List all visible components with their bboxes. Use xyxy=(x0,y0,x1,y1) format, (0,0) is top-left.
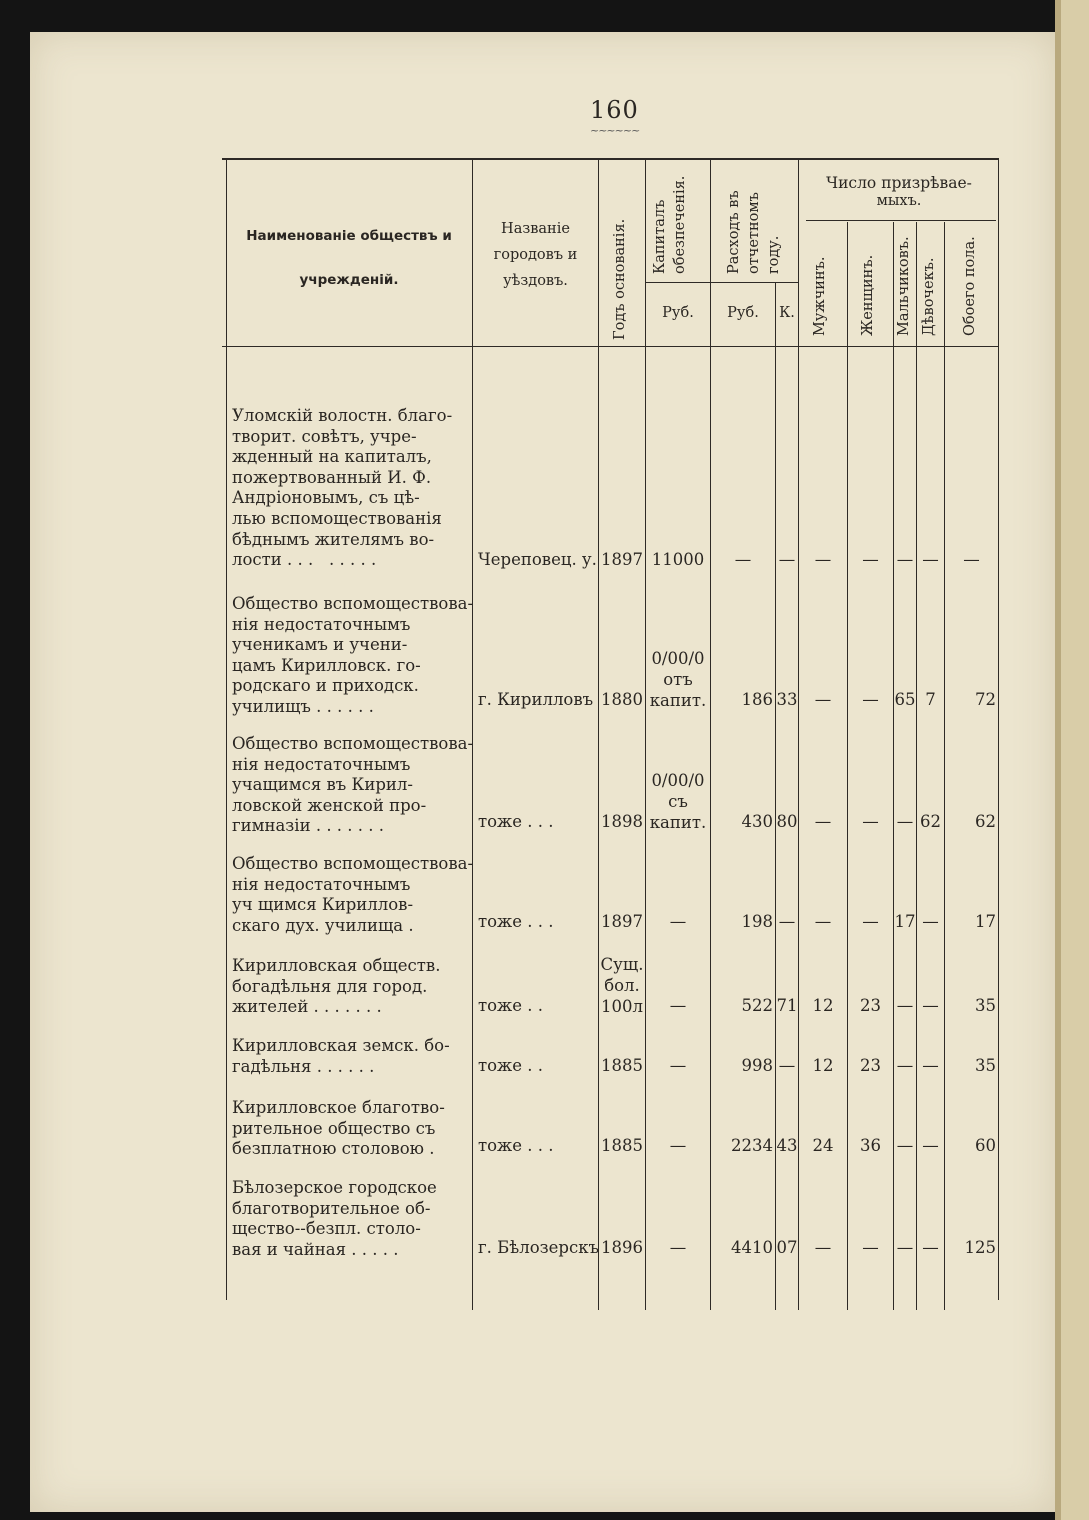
row-capital: 0/00/0 отъ капит. xyxy=(649,649,707,710)
row-both: 17 xyxy=(975,912,996,931)
row-girls: — xyxy=(922,912,939,931)
row-capital: — xyxy=(669,996,687,1015)
table-left-rule xyxy=(226,160,227,1300)
row-city: г. Кирилловъ xyxy=(478,690,594,709)
header-men: Мужчинъ. xyxy=(812,256,828,336)
header-capital-line2: обезпеченія. xyxy=(672,175,688,274)
row-year: 1885 xyxy=(601,1056,643,1075)
row-boys: — xyxy=(896,996,914,1015)
row-city: тоже . . . xyxy=(478,912,554,931)
header-girls: Дѣвочекъ. xyxy=(921,257,937,336)
header-capital-unit: Руб. xyxy=(662,305,694,321)
row-capital: — xyxy=(669,1238,687,1257)
row-men: 12 xyxy=(812,1056,834,1075)
header-city-line2: городовъ и xyxy=(493,247,578,263)
row-name: Общество вспомоществова- нія недостаточнымъ уч щимся Кириллов- скаго дух. училища . xyxy=(232,854,474,935)
row-expense-kop: 71 xyxy=(776,996,798,1015)
row-city: Череповец. у. xyxy=(478,550,597,569)
row-capital: — xyxy=(669,1136,687,1155)
header-capital-line1: Капиталъ xyxy=(652,199,668,274)
row-expense-rub: 522 xyxy=(741,996,773,1015)
row-city: тоже . . . xyxy=(478,1136,554,1155)
table-right-rule xyxy=(998,160,999,1300)
row-girls: — xyxy=(922,1056,939,1075)
header-name-line1: Наименованіе обществъ и xyxy=(246,228,452,244)
header-city-line1: Названіе xyxy=(501,221,570,237)
row-capital: — xyxy=(669,912,687,931)
row-girls: — xyxy=(922,1136,939,1155)
row-capital: 0/00/0 съ капит. xyxy=(649,771,707,832)
row-year: 1896 xyxy=(601,1238,643,1257)
row-girls: — xyxy=(922,1238,939,1257)
header-year: Годъ основанія. xyxy=(612,218,628,340)
row-expense-kop: 80 xyxy=(776,812,798,831)
row-city: тоже . . xyxy=(478,1056,543,1075)
row-women: 36 xyxy=(860,1136,881,1155)
table-top-rule xyxy=(222,158,999,160)
row-girls: — xyxy=(922,996,939,1015)
header-name-line2: учрежденій. xyxy=(299,272,399,288)
row-year: 1885 xyxy=(601,1136,643,1155)
row-expense-kop: — xyxy=(778,1056,796,1075)
row-women: — xyxy=(862,912,879,931)
row-men: — xyxy=(814,812,832,831)
row-boys: 17 xyxy=(894,912,916,931)
row-name: Кирилловская земск. бо- гадѣльня . . . . . . xyxy=(232,1036,450,1076)
row-expense-kop: — xyxy=(778,912,796,931)
row-name: Уломскій волостн. благо- творит. совѣтъ, учре- жденный на капиталъ, пожертвованный И. Ф. Андріоновымъ, съ цѣ- лью вспомоществованія бѣднымъ жителямъ во- лости . . . . . . . . xyxy=(232,406,453,570)
header-expense-kop: К. xyxy=(779,305,795,321)
row-women: 23 xyxy=(860,996,881,1015)
header-city-line3: уѣздовъ. xyxy=(503,273,568,289)
row-boys: — xyxy=(896,1056,914,1075)
row-city: тоже . . xyxy=(478,996,543,1015)
row-women: — xyxy=(862,550,879,569)
row-year: 1897 xyxy=(601,550,643,569)
row-men: 12 xyxy=(812,996,834,1015)
row-expense-rub: 186 xyxy=(741,690,773,709)
row-boys: — xyxy=(896,1136,914,1155)
row-men: — xyxy=(814,1238,832,1257)
row-expense-rub: 430 xyxy=(741,812,773,831)
row-boys: — xyxy=(896,1238,914,1257)
header-cared-line1: Число призрѣвае- xyxy=(826,174,972,192)
row-women: — xyxy=(862,1238,879,1257)
row-men: — xyxy=(814,690,832,709)
row-girls: 62 xyxy=(920,812,941,831)
row-girls: 7 xyxy=(925,690,936,709)
row-women: 23 xyxy=(860,1056,881,1075)
header-expense-rub: Руб. xyxy=(727,305,759,321)
row-city: г. Бѣлозерскъ xyxy=(478,1238,600,1257)
row-men: — xyxy=(814,550,832,569)
header-expense-line2: отчетномъ xyxy=(746,192,762,274)
page-ornament: ~~~~~~ xyxy=(590,124,640,137)
row-women: — xyxy=(862,690,879,709)
row-expense-kop: 33 xyxy=(776,690,798,709)
header-bottom-rule xyxy=(222,346,999,347)
header-expense-line1: Расходъ въ xyxy=(726,190,742,274)
header-expense-line3: году. xyxy=(766,235,782,274)
row-expense-rub: — xyxy=(734,550,752,569)
page-edge-shadow xyxy=(1055,0,1061,1520)
header-cared-line2: мыхъ. xyxy=(876,193,922,209)
row-expense-rub: 2234 xyxy=(731,1136,773,1155)
header-both: Обоего пола. xyxy=(962,236,978,336)
row-name: Бѣлозерское городское благотворительное об- щество--безпл. столо- вая и чайная . . . . . xyxy=(232,1178,437,1259)
row-capital: — xyxy=(669,1056,687,1075)
cared-subheader-rule xyxy=(806,220,996,221)
header-boys: Мальчиковъ. xyxy=(896,236,912,336)
row-men: — xyxy=(814,912,832,931)
row-both: 62 xyxy=(975,812,996,831)
row-both: 125 xyxy=(964,1238,996,1257)
row-year: 1898 xyxy=(601,812,643,831)
row-women: — xyxy=(862,812,879,831)
row-expense-kop: 07 xyxy=(776,1238,798,1257)
row-boys: — xyxy=(896,550,914,569)
row-both: 60 xyxy=(975,1136,996,1155)
row-both: 35 xyxy=(975,996,996,1015)
row-expense-rub: 198 xyxy=(741,912,773,931)
row-name: Общество вспомоществова- нія недостаточнымъ ученикамъ и учени- цамъ Кирилловск. го- родскаго и приходск. училищъ . . . . . . xyxy=(232,594,474,716)
row-expense-rub: 998 xyxy=(741,1056,773,1075)
row-capital: 11000 xyxy=(651,550,705,569)
row-girls: — xyxy=(922,550,939,569)
row-year: Сущ. бол. 100л xyxy=(600,955,644,1016)
row-name: Кирилловское благотво- рительное общество съ безплатною столовою . xyxy=(232,1098,445,1159)
row-both: 72 xyxy=(975,690,996,709)
row-boys: — xyxy=(896,812,914,831)
row-name: Общество вспомоществова- нія недостаточнымъ учащимся въ Кирил- ловской женской про- гимназіи . . . . . . . xyxy=(232,734,474,836)
header-women: Женщинъ. xyxy=(860,254,876,336)
row-both: — xyxy=(963,550,980,569)
page-number: 160 xyxy=(590,96,639,124)
row-men: 24 xyxy=(812,1136,834,1155)
row-city: тоже . . . xyxy=(478,812,554,831)
row-boys: 65 xyxy=(894,690,916,709)
row-year: 1897 xyxy=(601,912,643,931)
row-expense-rub: 4410 xyxy=(731,1238,773,1257)
row-expense-kop: — xyxy=(778,550,796,569)
col-divider-5 xyxy=(775,282,776,1310)
row-expense-kop: 43 xyxy=(776,1136,798,1155)
row-name: Кирилловская обществ. богадѣльня для город. жителей . . . . . . . xyxy=(232,956,441,1017)
row-both: 35 xyxy=(975,1056,996,1075)
row-year: 1880 xyxy=(601,690,643,709)
